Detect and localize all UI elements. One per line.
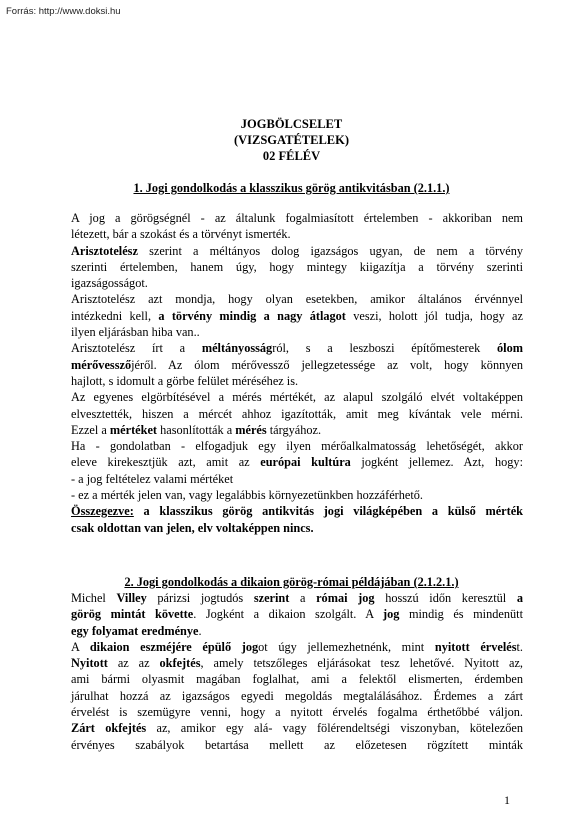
text-line [71, 308, 523, 324]
text-run: elvesztették, hiszen a mércét ahhoz igazították, amit meg kívántak vele mérni. [71, 406, 523, 421]
document-title: JOGBÖLCSELET [240, 117, 343, 131]
text-line [71, 357, 523, 373]
text-line [71, 210, 523, 226]
text-line [71, 720, 523, 736]
text-run: t. [516, 639, 524, 654]
text-run: mindig és mindenütt [399, 607, 523, 622]
text-line [71, 688, 523, 704]
text-run: hasonlították a [157, 422, 236, 437]
text-run: ilyen eljárásban hiba van.. [71, 325, 200, 340]
text-line [71, 623, 523, 639]
text-run: veszi, holott jól tudja, hogy az [345, 308, 523, 323]
text-run: okfejtés [159, 656, 201, 671]
text-run: igazságosságot. [71, 276, 148, 291]
text-run: létezett, bár a szokást és a törvényt ismerték. [71, 227, 291, 242]
text-line [71, 737, 523, 753]
text-run: párizsi jogtudós [146, 591, 254, 605]
text-line [71, 340, 523, 356]
text-line [71, 471, 523, 487]
text-run: Összegezve: [71, 504, 134, 519]
text-line [71, 226, 523, 242]
source-url: Forrás: http://www.doksi.hu [6, 6, 121, 17]
text-line [71, 389, 523, 405]
text-run: intézkedni kell, [71, 308, 159, 323]
text-line [71, 606, 523, 622]
text-run: eleve kirekesztjük azt, amit az [71, 455, 261, 470]
text-run: Michel [71, 591, 117, 605]
text-run: Villey [116, 591, 147, 605]
document-subtitle: (VIZSGATÉTELEK) [233, 133, 350, 147]
text-run: Arisztotelész azt mondja, hogy olyan esetekben, amikor általános érvénnyel [71, 292, 523, 307]
text-run: ot úgy jellemezhetnénk, mint [258, 639, 435, 654]
text-run: ami bármi olyasmit magában foglalhat, ami a felektől elismerten, érdemben [71, 672, 523, 687]
text-run: Az egyenes elgörbítésével a mérés mértékét, az alapul szolgáló elvét voltaképpen [71, 390, 523, 405]
text-line [71, 291, 523, 307]
text-run: mértéket [109, 422, 158, 437]
text-run: Ha - gondolatban - elfogadjuk egy ilyen mérőalkalmatosság lehetőségét, akkor [71, 439, 523, 454]
text-run: hosszú időn keresztül [374, 591, 517, 605]
text-line [71, 454, 523, 470]
text-run: Zárt okfejtés [71, 721, 147, 736]
text-run: szerinti értelemben, hanem úgy, hogy mintegy kiigazítja a törvény szerinti [71, 259, 523, 274]
text-run: . [198, 623, 202, 638]
text-run: szerint a méltányos dolog igazságos ugyan, de nem a törvény [137, 243, 523, 258]
section-1-heading: 1. Jogi gondolkodás a klasszikus görög antikvitásban (2.1.1.) [133, 181, 450, 195]
text-run: Arisztotelész [71, 243, 138, 258]
text-run: ról, s a leszboszi építőmesterek [272, 341, 498, 356]
text-line [71, 704, 523, 720]
text-line [71, 639, 523, 655]
text-run: Arisztotelész írt a [71, 341, 202, 356]
text-line [71, 520, 523, 536]
section-2-heading: 2. Jogi gondolkodás a dikaion görög-római példájában (2.1.2.1.) [124, 575, 459, 589]
text-run: hajlott, s idomult a görbe felület méréséhez is. [71, 373, 299, 388]
text-line [71, 259, 523, 275]
text-line [71, 503, 523, 519]
text-line [71, 487, 523, 503]
text-run: méltányosság [201, 341, 273, 356]
text-run: a [516, 591, 523, 605]
text-run: A [71, 639, 90, 654]
text-run: szerint [253, 591, 290, 605]
text-run: az az [107, 656, 160, 671]
text-line [71, 275, 523, 291]
text-run: Nyitott [71, 656, 108, 671]
text-run: . Jogként a dikaion szolgált. A [193, 607, 383, 622]
text-run: jog [383, 607, 400, 622]
text-line [71, 671, 523, 687]
text-run: nyitott érvelés [434, 639, 517, 654]
text-run: érvelést is szemügyre venni, hogy a nyitott érvelés fogalma érthetőbbé váljon. [71, 705, 523, 720]
text-run: - ez a mérték jelen van, vagy legalábbis környezetünkben hozzáférhető. [71, 488, 424, 503]
text-line [71, 438, 523, 454]
text-run: európai kultúra [260, 455, 351, 470]
text-run: , amely tetszőleges eljárásokat tesz lehetővé. Nyitott az, [200, 656, 523, 671]
text-run: dikaion eszméjére épülő jog [89, 639, 259, 654]
text-run: csak oldottan van jelen, elv voltaképpen nincs. [71, 520, 314, 535]
text-run: a [289, 591, 317, 605]
page-number: 1 [504, 793, 510, 807]
text-run: görög mintát követte [71, 607, 194, 622]
text-run: jogként jellemez. Azt, hogy: [350, 455, 523, 470]
text-run: a törvény mindig a nagy átlagot [158, 308, 346, 323]
document-header [0, 116, 583, 164]
text-line [71, 324, 523, 340]
text-run: egy folyamat eredménye [71, 623, 199, 638]
text-run: járulhat hozzá az igazságos egyedi megoldás megtalálásához. Érdemes a zárt [71, 688, 523, 703]
section-2-body [71, 590, 523, 753]
text-run: az, amikor egy alá- vagy fölérendeltségi viszonyban, kötelezően [146, 721, 523, 736]
text-run: - a jog feltételez valami mértéket [71, 471, 234, 486]
text-run: érvényes szabályok betartása mellett az előzetesen rögzített minták [71, 737, 523, 752]
document-semester: 02 FÉLÉV [262, 149, 321, 163]
text-line [71, 243, 523, 259]
text-run: a klasszikus görög antikvitás jogi világképében a külső mérték [133, 504, 523, 519]
text-run: ólom [497, 341, 523, 356]
text-line [71, 655, 523, 671]
text-run: mérővessző [71, 357, 132, 372]
section-1-body [71, 210, 523, 536]
text-line [71, 406, 523, 422]
text-run: A jog a görögségnél - az általunk fogalmiasított értelemben - akkoriban nem [71, 211, 523, 225]
text-line [71, 590, 523, 606]
text-run: mérés [235, 422, 267, 437]
text-run: tárgyához. [266, 422, 322, 437]
text-run: római jog [316, 591, 375, 605]
text-run: Ezzel a [71, 422, 110, 437]
text-run: jéről. Az ólom mérővessző jellegzetessége az volt, hogy könnyen [131, 357, 523, 372]
text-line [71, 373, 523, 389]
text-line [71, 422, 523, 438]
